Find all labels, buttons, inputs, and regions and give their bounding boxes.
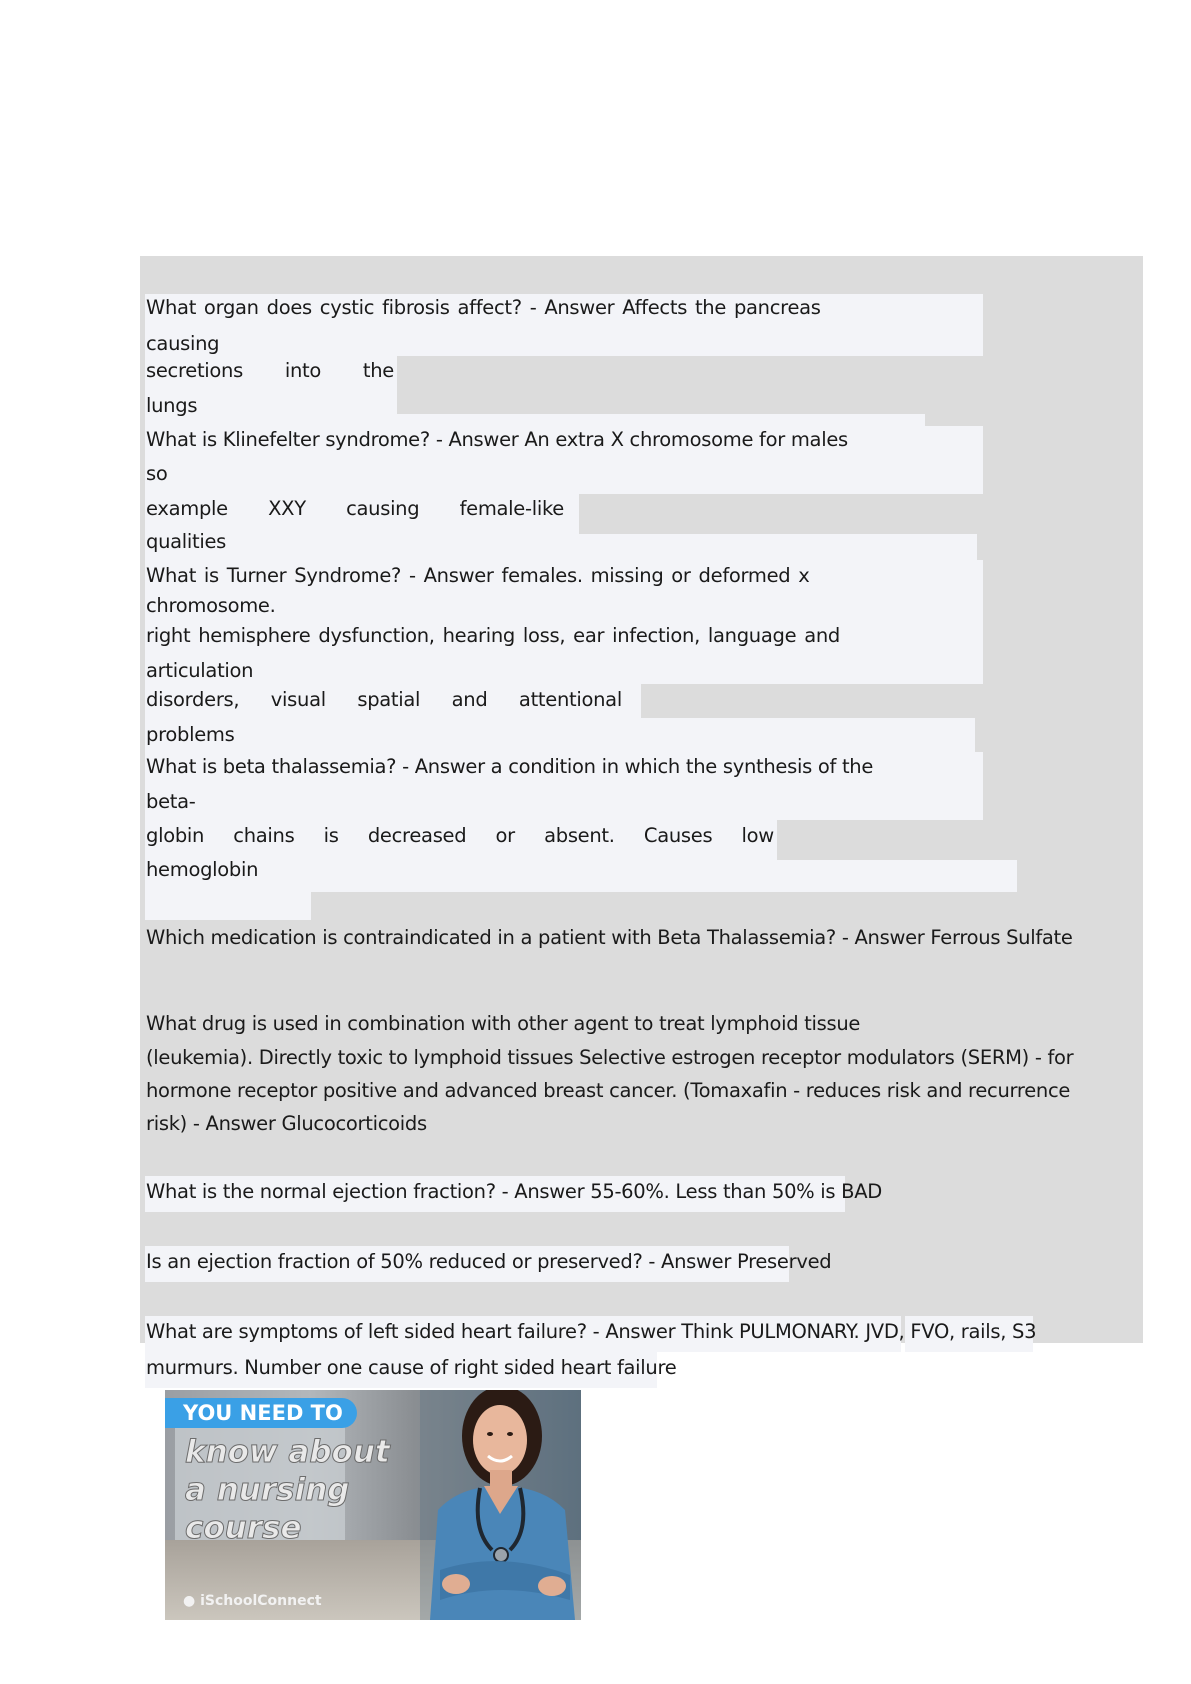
ad-headline-line: course — [185, 1510, 302, 1546]
turner-answer-line: right hemisphere dysfunction, hearing loss, ear infection, language and — [146, 624, 840, 647]
nurse-illustration — [420, 1390, 581, 1620]
highlight-block — [145, 860, 1017, 892]
highlight-block — [145, 892, 311, 920]
ad-headline-line: a nursing — [185, 1472, 350, 1508]
highlight-block — [145, 718, 975, 752]
beta-answer-line: beta- — [146, 790, 196, 813]
ad-headline-line: know about — [185, 1434, 390, 1470]
turner-answer-line: chromosome. — [146, 594, 276, 617]
turner-answer-line: disorders, visual spatial and attentional — [146, 688, 622, 711]
lhf-question: What are symptoms of left sided heart failure? - Answer Think PULMONARY. JVD, FVO, rails, S3 — [146, 1320, 1037, 1343]
klinefelter-answer-line: qualities — [146, 530, 227, 553]
lhf-answer-line: murmurs. Number one cause of right sided heart failure — [146, 1356, 677, 1379]
drug-question: What drug is used in combination with other agent to treat lymphoid tissue — [146, 1012, 861, 1035]
beta-answer-line: globin chains is decreased or absent. Causes low — [146, 824, 774, 847]
ef50-question: Is an ejection fraction of 50% reduced or preserved? - Answer Preserved — [146, 1250, 832, 1273]
turner-answer-line: problems — [146, 723, 235, 746]
brand-icon: ● — [183, 1593, 196, 1609]
klinefelter-answer-line: so — [146, 462, 168, 485]
turner-question: What is Turner Syndrome? - Answer females. missing or deformed x — [146, 564, 810, 587]
drug-answer-line: hormone receptor positive and advanced breast cancer. (Tomaxafin - reduces risk and recurrence — [146, 1079, 1071, 1102]
beta-question: What is beta thalassemia? - Answer a condition in which the synthesis of the — [146, 755, 874, 778]
beta-answer-line: hemoglobin — [146, 858, 259, 881]
medication-question: Which medication is contraindicated in a patient with Beta Thalassemia? - Answer Ferrous Sulfate — [146, 926, 1073, 949]
cf-answer-line: lungs — [146, 394, 198, 417]
ad-banner: YOU NEED TO — [165, 1398, 357, 1428]
nursing-course-ad[interactable] — [165, 1390, 581, 1620]
cf-answer-line: secretions into the — [146, 359, 394, 382]
drug-answer-line: risk) - Answer Glucocorticoids — [146, 1112, 427, 1135]
klinefelter-answer-line: example XXY causing female-like — [146, 497, 564, 520]
cf-answer-line: causing — [146, 332, 220, 355]
highlight-block — [145, 534, 977, 560]
highlight-block — [145, 414, 925, 426]
ad-brand: ● iSchoolConnect — [183, 1593, 322, 1609]
klinefelter-question: What is Klinefelter syndrome? - Answer An extra X chromosome for males — [146, 428, 848, 451]
drug-answer-line: (leukemia). Directly toxic to lymphoid tissues Selective estrogen receptor modulators (SERM) - for — [146, 1046, 1074, 1069]
ef-question: What is the normal ejection fraction? - Answer 55-60%. Less than 50% is BAD — [146, 1180, 883, 1203]
cf-question: What organ does cystic fibrosis affect? - Answer Affects the pancreas — [146, 296, 821, 319]
turner-answer-line: articulation — [146, 659, 254, 682]
